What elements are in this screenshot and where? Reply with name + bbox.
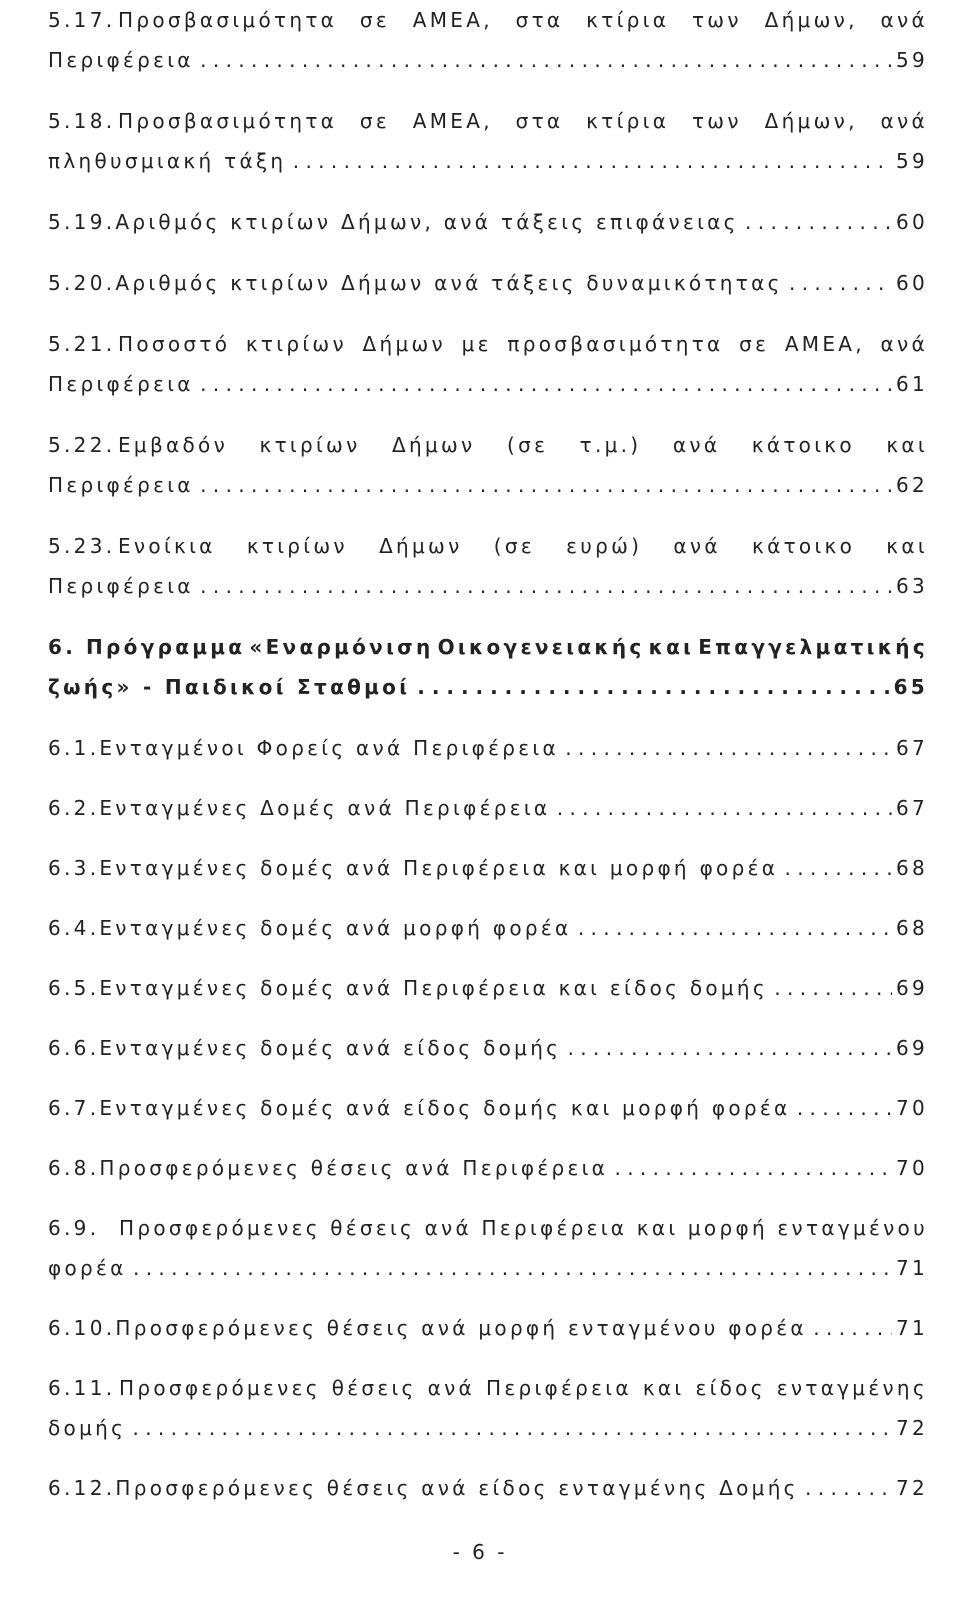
title-word: Εμβαδόν (118, 433, 229, 457)
page-ref: 62 (895, 473, 928, 497)
entry-number: 6.3. (48, 856, 100, 880)
title-word: σε (359, 109, 390, 133)
title-word: ανά (424, 1216, 473, 1240)
toc-entry[interactable] (48, 324, 928, 404)
entry-number: 6.7. (48, 1096, 100, 1120)
title-word: προσβασιμότητα (507, 332, 724, 356)
title-word: Ενοίκια (118, 534, 216, 558)
page-ref: 71 (895, 1316, 928, 1340)
title-word: Προσφερόμενες (119, 1216, 321, 1240)
toc-entry[interactable] (48, 526, 928, 606)
title-word: Περιφέρεια (481, 1216, 628, 1240)
title-word: Δήμων (379, 534, 463, 558)
entry-title: Ενταγμένες δομές ανά Περιφέρεια και είδος δομής . . . (99, 968, 892, 1008)
entry-number: 6.8. (48, 1156, 100, 1180)
toc-entry[interactable] (48, 1368, 928, 1448)
title-word: με (461, 332, 492, 356)
title-word: ενταγμένου (777, 1216, 928, 1240)
entry-number: 5.22. (48, 433, 116, 457)
entry-number: 6.12. (48, 1476, 116, 1500)
title-word: σε (359, 8, 390, 32)
entry-number: 5.23. (48, 534, 116, 558)
title-word: στα (515, 8, 564, 32)
entry-title-continued: Περιφέρεια . . . (48, 364, 892, 404)
entry-title: Προσφερόμενες θέσεις ανά Περιφέρεια . . . (99, 1148, 892, 1188)
entry-number: 6.11. (48, 1376, 116, 1400)
title-word: των (691, 109, 742, 133)
title-word: και (886, 534, 928, 558)
entry-title: Προσφερόμενες θέσεις ανά είδος ενταγμένης Δομής . . . (115, 1468, 892, 1508)
entry-title: Αριθμός κτιρίων Δήμων, ανά τάξεις επιφάνειας . . . (115, 202, 892, 242)
title-word: ανά (880, 109, 928, 133)
page-ref: 68 (895, 856, 928, 880)
entry-title-continued: Περιφέρεια . . . (48, 40, 892, 80)
title-word: Πρόγραμμα (86, 635, 246, 659)
page-ref: 59 (895, 48, 928, 72)
title-word: κτιρίων (259, 433, 361, 457)
entry-title-continued: Περιφέρεια . . . (48, 465, 892, 505)
entry-number: 5.18. (48, 109, 116, 133)
page-ref: 69 (895, 976, 928, 1000)
title-word: στα (515, 109, 564, 133)
page-ref: 63 (895, 574, 928, 598)
title-word: ανά (880, 332, 928, 356)
entry-number: 6.1. (48, 736, 100, 760)
title-word: θέσεις (331, 1376, 417, 1400)
title-word: (σε (506, 433, 549, 457)
title-word: «Εναρμόνιση (249, 635, 434, 659)
title-word: ευρώ) (566, 534, 643, 558)
page-number: - 6 - (452, 1540, 508, 1564)
entry-title: Ενταγμένες δομές ανά είδος δομής . . . (99, 1028, 892, 1068)
page-ref: 72 (895, 1476, 928, 1500)
entry-number: 5.19. (48, 210, 116, 234)
title-word: Δήμων, (764, 8, 858, 32)
toc-entry[interactable] (48, 1208, 928, 1288)
title-word: ενταγμένης (776, 1376, 928, 1400)
entry-number: 6.5. (48, 976, 100, 1000)
chapter-number: 6. (48, 635, 77, 659)
title-word: κάτοικο (752, 534, 856, 558)
chapter-title-continued: ζωής» - Παιδικοί Σταθμοί . . . (48, 667, 890, 707)
entry-title: Ενταγμένες δομές ανά μορφή φορέα . . . (99, 908, 892, 948)
title-word: και (648, 635, 695, 659)
toc-entry[interactable] (48, 202, 928, 242)
toc-entry[interactable] (48, 848, 928, 888)
toc-entry[interactable] (48, 1148, 928, 1188)
title-word: Δήμων (392, 433, 476, 457)
page-ref: 60 (895, 271, 928, 295)
page-ref: 70 (895, 1156, 928, 1180)
entry-number: 6.2. (48, 796, 100, 820)
page-ref: 69 (895, 1036, 928, 1060)
title-word: ανά (880, 8, 928, 32)
toc-entry[interactable] (48, 0, 928, 80)
toc-entry[interactable] (48, 1028, 928, 1068)
toc-entry[interactable] (48, 425, 928, 505)
toc-entry[interactable] (48, 728, 928, 768)
page-ref: 72 (895, 1416, 928, 1440)
title-word: ΑΜΕΑ, (412, 109, 493, 133)
title-word: Δήμων, (764, 109, 858, 133)
title-word: κάτοικο (751, 433, 855, 457)
title-word: ανά (427, 1376, 476, 1400)
page-ref: 61 (895, 372, 928, 396)
entry-title-continued: φορέα . . . (48, 1248, 892, 1288)
title-word: ανά (673, 534, 721, 558)
title-word: ΑΜΕΑ, (412, 8, 493, 32)
toc-entry[interactable] (48, 788, 928, 828)
title-word: Προσφερόμενες (119, 1376, 321, 1400)
entry-number: 5.17. (48, 8, 116, 32)
title-word: των (691, 8, 742, 32)
title-word: και (886, 433, 928, 457)
toc-entry[interactable] (48, 968, 928, 1008)
toc-entry[interactable] (48, 1088, 928, 1128)
entry-number: 5.20. (48, 271, 116, 295)
page-ref: 67 (895, 736, 928, 760)
page-ref: 60 (895, 210, 928, 234)
toc-entry[interactable] (48, 263, 928, 303)
toc-entry[interactable] (48, 1308, 928, 1348)
title-word: είδος (695, 1376, 766, 1400)
title-word: τ.μ.) (579, 433, 642, 457)
title-word: θέσεις (330, 1216, 416, 1240)
title-word: Επαγγελματικής (698, 635, 928, 659)
entry-title-continued: Περιφέρεια . . . (48, 566, 892, 606)
title-word: κτίρια (586, 109, 670, 133)
table-of-contents (48, 0, 928, 1528)
page-ref: 67 (895, 796, 928, 820)
title-word: μορφή (687, 1216, 768, 1240)
page-ref: 71 (895, 1256, 928, 1280)
toc-entry[interactable] (48, 101, 928, 181)
title-word: Προσβασιμότητα (118, 109, 338, 133)
entry-title-continued: πληθυσμιακή τάξη . . . (48, 141, 892, 181)
entry-number: 6.6. (48, 1036, 100, 1060)
entry-title-continued: δομής . . . (48, 1408, 892, 1448)
entry-number: 6.4. (48, 916, 100, 940)
title-word: ΑΜΕΑ, (784, 332, 865, 356)
title-word: ανά (672, 433, 721, 457)
entry-title: Ενταγμένες Δομές ανά Περιφέρεια . . . (99, 788, 892, 828)
toc-entry[interactable] (48, 908, 928, 948)
title-word: Οικογενειακής (437, 635, 645, 659)
title-word: κτιρίων (246, 534, 348, 558)
title-word: σε (739, 332, 770, 356)
title-word: κτίρια (586, 8, 670, 32)
title-word: κτιρίων (245, 332, 347, 356)
entry-number: 6.9. (48, 1216, 100, 1240)
page-ref: 65 (893, 675, 928, 699)
title-word: και (636, 1216, 679, 1240)
page-ref: 68 (895, 916, 928, 940)
toc-chapter-6[interactable] (48, 627, 928, 707)
entry-title: Ενταγμένες δομές ανά Περιφέρεια και μορφή φορέα . . . (99, 848, 892, 888)
title-word: Ποσοστό (118, 332, 231, 356)
title-word: (σε (493, 534, 535, 558)
entry-title: Ενταγμένοι Φορείς ανά Περιφέρεια . . . (99, 728, 892, 768)
entry-number: 6.10. (48, 1316, 116, 1340)
entry-title: Αριθμός κτιρίων Δήμων ανά τάξεις δυναμικότητας . . . (115, 263, 892, 303)
entry-number: 5.21. (48, 332, 116, 356)
title-word: και (642, 1376, 685, 1400)
entry-title: Προσφερόμενες θέσεις ανά μορφή ενταγμένου φορέα . . . (115, 1308, 892, 1348)
title-word: Προσβασιμότητα (118, 8, 338, 32)
title-word: Περιφέρεια (486, 1376, 632, 1400)
page-ref: 70 (895, 1096, 928, 1120)
toc-entry[interactable] (48, 1468, 928, 1508)
page-ref: 59 (895, 149, 928, 173)
entry-title: Ενταγμένες δομές ανά είδος δομής και μορφή φορέα . . . (99, 1088, 892, 1128)
title-word: Δήμων (362, 332, 447, 356)
